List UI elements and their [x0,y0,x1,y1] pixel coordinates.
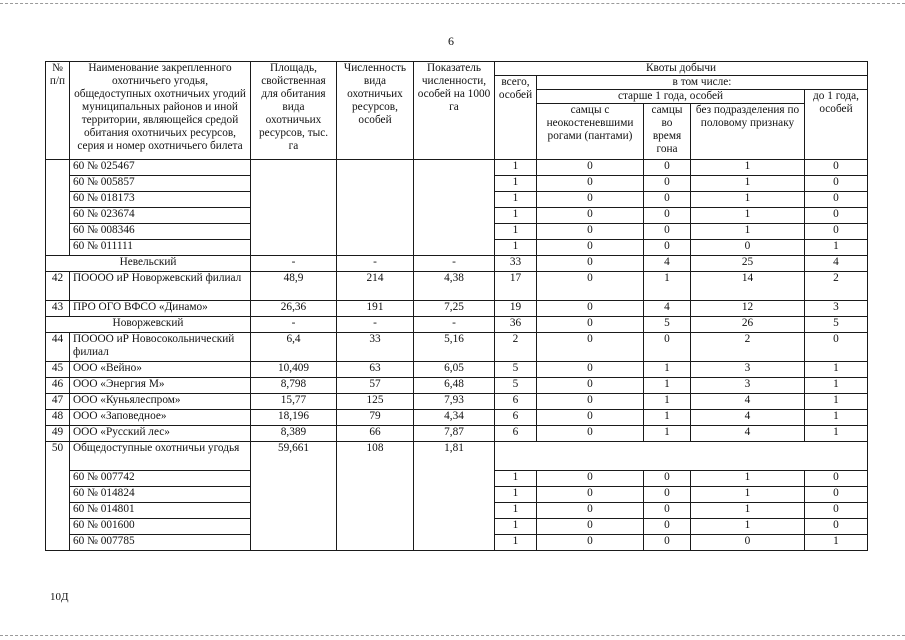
cell-under1: 1 [805,410,868,426]
cell-total: 1 [495,471,537,487]
cell-males-antlers: 0 [537,256,644,272]
col-header-area: Площадь, свойственная для обитания вида охотничьих ресурсов, тыс. га [251,62,337,160]
cell-density: 7,25 [414,301,495,317]
cell-license: 60 № 001600 [70,519,251,535]
cell-no: 45 [46,362,70,378]
cell-no: 49 [46,426,70,442]
cell-under1: 0 [805,224,868,240]
cell-under1: 0 [805,471,868,487]
cell-no-sex: 1 [691,519,805,535]
cell-males-antlers: 0 [537,535,644,551]
cell-no-sex: 4 [691,426,805,442]
cell-no [46,160,70,256]
cell-name: ПРО ОГО ВФСО «Динамо» [70,301,251,317]
cell-license: 60 № 011111 [70,240,251,256]
cell-total: 1 [495,535,537,551]
cell-under1: 1 [805,240,868,256]
cell-density: 7,87 [414,426,495,442]
cell-males-antlers: 0 [537,426,644,442]
col-header-total: всего, особей [495,76,537,160]
cell-area: 15,77 [251,394,337,410]
cell-no: 48 [46,410,70,426]
cell-males-antlers: 0 [537,208,644,224]
cell-count: 191 [337,301,414,317]
cell-no-sex: 4 [691,410,805,426]
cell-males-rut: 1 [644,410,691,426]
cell-males-antlers: 0 [537,224,644,240]
cell-under1: 1 [805,426,868,442]
cell-no-sex: 14 [691,272,805,301]
cell-males-rut: 4 [644,256,691,272]
cell-total: 1 [495,519,537,535]
cell-total: 5 [495,378,537,394]
cell-males-antlers: 0 [537,378,644,394]
col-header-under1: до 1 года, особей [805,90,868,160]
cell-license: 60 № 014824 [70,487,251,503]
cell-license: 60 № 007742 [70,471,251,487]
cell-males-antlers: 0 [537,519,644,535]
table-row [46,362,868,378]
cell-under1: 1 [805,378,868,394]
cell-no-sex: 4 [691,394,805,410]
cell-males-antlers: 0 [537,301,644,317]
col-header-older: старше 1 года, особей [537,90,805,104]
cell-males-rut: 0 [644,224,691,240]
cell-area: 48,9 [251,272,337,301]
cell-license: 60 № 025467 [70,160,251,176]
cell-count [337,160,414,256]
cell-no-sex: 3 [691,378,805,394]
cell-count: - [337,256,414,272]
cell-count: 79 [337,410,414,426]
cell-no-sex: 25 [691,256,805,272]
table-row [46,333,868,362]
cell-males-antlers: 0 [537,410,644,426]
cell-males-rut: 0 [644,240,691,256]
cell-males-rut: 0 [644,192,691,208]
cell-males-antlers: 0 [537,240,644,256]
cell-no-sex: 26 [691,317,805,333]
cell-males-rut: 1 [644,272,691,301]
cell-under1: 4 [805,256,868,272]
cell-total: 1 [495,176,537,192]
subtotal-label: Новоржевский [46,317,251,333]
quota-table [45,61,868,551]
cell-total: 2 [495,333,537,362]
cell-total: 1 [495,503,537,519]
cell-males-rut: 4 [644,301,691,317]
cell-density: 4,38 [414,272,495,301]
table-row [46,301,868,317]
cell-count: 214 [337,272,414,301]
cell-no-sex: 1 [691,487,805,503]
cell-total: 6 [495,426,537,442]
cell-males-rut: 0 [644,503,691,519]
cell-males-rut: 1 [644,378,691,394]
cell-count: 57 [337,378,414,394]
cell-males-antlers: 0 [537,333,644,362]
cell-density: 4,34 [414,410,495,426]
cell-under1: 0 [805,503,868,519]
cell-total: 5 [495,362,537,378]
cell-under1: 5 [805,317,868,333]
cell-males-antlers: 0 [537,394,644,410]
cell-males-rut: 0 [644,333,691,362]
cell-males-antlers: 0 [537,317,644,333]
cell-density: - [414,317,495,333]
col-header-density: Показатель численности, особей на 1000 га [414,62,495,160]
col-header-males-antlers: самцы с неокостеневшими рогами (пантами) [537,104,644,160]
cell-no: 50 [46,442,70,551]
cell-males-rut: 0 [644,208,691,224]
table-row [46,394,868,410]
cell-no: 44 [46,333,70,362]
cell-males-rut: 5 [644,317,691,333]
cell-no-sex: 1 [691,471,805,487]
cell-density: 6,48 [414,378,495,394]
cell-males-antlers: 0 [537,362,644,378]
cell-count: 33 [337,333,414,362]
cell-license: 60 № 018173 [70,192,251,208]
cell-males-rut: 0 [644,160,691,176]
subtotal-row [46,256,868,272]
cell-males-rut: 0 [644,535,691,551]
cell-name: Общедоступные охотничьи угодья [70,442,251,471]
cell-total: 1 [495,240,537,256]
cell-males-rut: 1 [644,426,691,442]
cell-quota-empty [495,442,868,471]
cell-under1: 0 [805,208,868,224]
cell-area: - [251,317,337,333]
cell-no: 47 [46,394,70,410]
cell-males-antlers: 0 [537,487,644,503]
cell-under1: 0 [805,519,868,535]
cell-under1: 3 [805,301,868,317]
cell-total: 36 [495,317,537,333]
col-header-including: в том числе: [537,76,868,90]
cell-count: 63 [337,362,414,378]
cell-total: 1 [495,224,537,240]
cell-no-sex: 1 [691,160,805,176]
bottom-scan-edge [0,635,905,636]
cell-density [414,160,495,256]
cell-males-rut: 0 [644,471,691,487]
col-header-no: № п/п [46,62,70,160]
cell-density: 7,93 [414,394,495,410]
cell-males-antlers: 0 [537,272,644,301]
cell-no: 46 [46,378,70,394]
cell-total: 1 [495,487,537,503]
cell-total: 19 [495,301,537,317]
page-number: 6 [448,34,454,48]
cell-total: 6 [495,394,537,410]
cell-under1: 1 [805,535,868,551]
cell-males-rut: 1 [644,362,691,378]
col-header-quota: Квоты добычи [495,62,868,76]
cell-males-antlers: 0 [537,176,644,192]
cell-name: ООО «Русский лес» [70,426,251,442]
cell-under1: 0 [805,176,868,192]
cell-no-sex: 1 [691,224,805,240]
cell-total: 33 [495,256,537,272]
cell-no-sex: 12 [691,301,805,317]
cell-area: - [251,256,337,272]
cell-no-sex: 1 [691,503,805,519]
cell-name: ООО «Куньялеспром» [70,394,251,410]
cell-under1: 1 [805,394,868,410]
cell-under1: 0 [805,160,868,176]
page-footer: 10Д [50,591,69,603]
cell-under1: 0 [805,192,868,208]
cell-density: 1,81 [414,442,495,551]
cell-total: 1 [495,208,537,224]
cell-males-antlers: 0 [537,503,644,519]
cell-total: 6 [495,410,537,426]
cell-males-rut: 1 [644,394,691,410]
col-header-name: Наименование закрепленного охотничьего угодья, общедоступных охотничьих угодий муниципальных районов и иной территории, являющейся средой обитания охотничьих ресурсов, серия и номер охотничьего билета [70,62,251,160]
table-row [46,378,868,394]
cell-license: 60 № 005857 [70,176,251,192]
subtotal-row [46,317,868,333]
cell-count: 66 [337,426,414,442]
cell-no: 42 [46,272,70,301]
cell-males-rut: 0 [644,519,691,535]
cell-under1: 2 [805,272,868,301]
cell-name: ООО «Энергия М» [70,378,251,394]
table-row [46,272,868,301]
cell-density: 5,16 [414,333,495,362]
cell-count: - [337,317,414,333]
cell-males-antlers: 0 [537,192,644,208]
cell-count: 125 [337,394,414,410]
cell-area: 18,196 [251,410,337,426]
cell-area: 8,798 [251,378,337,394]
cell-under1: 1 [805,362,868,378]
cell-total: 17 [495,272,537,301]
cell-total: 1 [495,160,537,176]
cell-males-antlers: 0 [537,471,644,487]
cell-males-rut: 0 [644,487,691,503]
cell-area [251,160,337,256]
table-row [46,442,868,471]
cell-name: ПОООО иР Новоржевский филиал [70,272,251,301]
cell-density: - [414,256,495,272]
cell-males-antlers: 0 [537,160,644,176]
cell-name: ПОООО иР Новосокольнический филиал [70,333,251,362]
cell-no: 43 [46,301,70,317]
top-scan-edge [0,3,905,4]
cell-under1: 0 [805,487,868,503]
cell-males-rut: 0 [644,176,691,192]
subtotal-label: Невельский [46,256,251,272]
cell-name: ООО «Вейно» [70,362,251,378]
cell-under1: 0 [805,333,868,362]
cell-no-sex: 1 [691,176,805,192]
cell-area: 10,409 [251,362,337,378]
cell-count: 108 [337,442,414,551]
col-header-males-rut: самцы во время гона [644,104,691,160]
col-header-no-sex: без подразделения по половому признаку [691,104,805,160]
cell-area: 59,661 [251,442,337,551]
cell-name: ООО «Заповедное» [70,410,251,426]
cell-no-sex: 3 [691,362,805,378]
cell-area: 26,36 [251,301,337,317]
cell-density: 6,05 [414,362,495,378]
cell-total: 1 [495,192,537,208]
table-row [46,410,868,426]
cell-area: 6,4 [251,333,337,362]
cell-no-sex: 2 [691,333,805,362]
cell-no-sex: 0 [691,535,805,551]
table-row [46,426,868,442]
cell-license: 60 № 007785 [70,535,251,551]
cell-no-sex: 0 [691,240,805,256]
cell-license: 60 № 023674 [70,208,251,224]
cell-license: 60 № 014801 [70,503,251,519]
cell-license: 60 № 008346 [70,224,251,240]
col-header-count: Численность вида охотничьих ресурсов, особей [337,62,414,160]
cell-area: 8,389 [251,426,337,442]
table-row [46,160,868,176]
cell-no-sex: 1 [691,192,805,208]
cell-no-sex: 1 [691,208,805,224]
